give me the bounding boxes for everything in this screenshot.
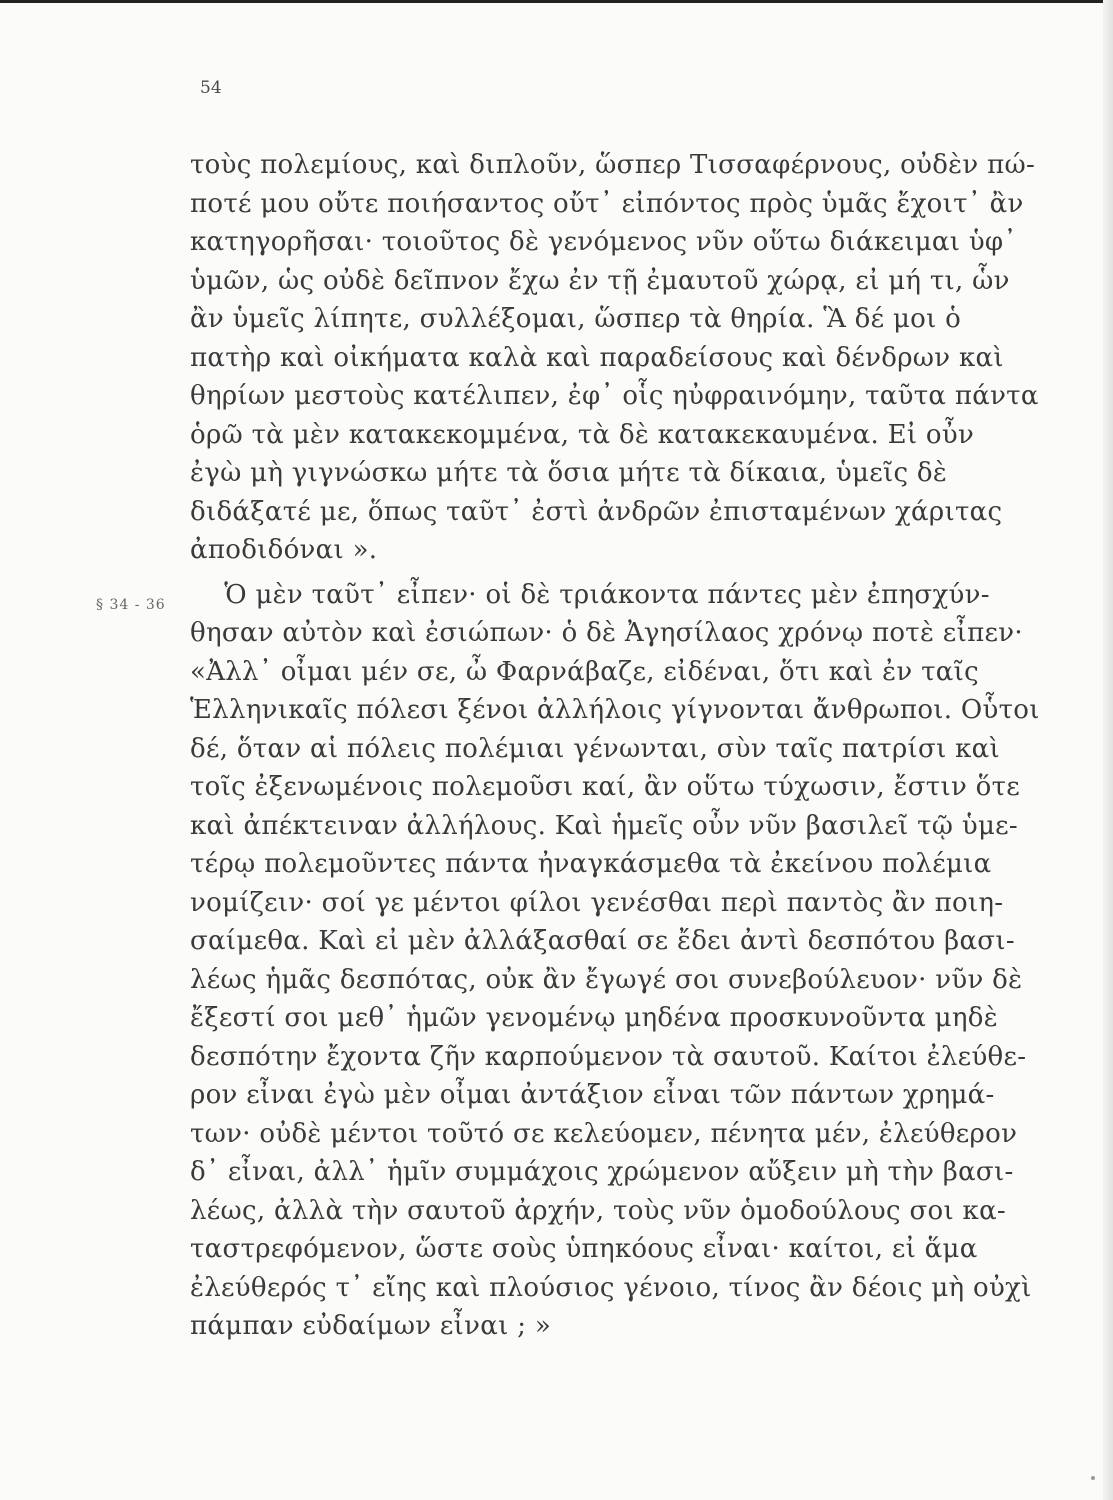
text-line: ἔξεστί σοι μεθ᾽ ἡμῶν γενομένῳ μηδένα προσκυνοῦντα μηδὲ <box>190 1003 998 1033</box>
text-line: κατηγορῆσαι· τοιοῦτος δὲ γενόμενος νῦν οὕτω διάκειμαι ὑφ᾽ <box>190 227 1017 257</box>
scan-speck <box>1091 1476 1095 1480</box>
text-line: θησαν αὐτὸν καὶ ἐσιώπων· ὁ δὲ Ἀγησίλαος χρόνῳ ποτὲ εἶπεν· <box>190 618 1023 648</box>
text-line: δ᾽ εἶναι, ἀλλ᾽ ἡμῖν συμμάχοις χρώμενον αὔξειν μὴ τὴν βασι- <box>190 1157 1014 1187</box>
text-line: ἐγὼ μὴ γιγνώσκω μήτε τὰ ὅσια μήτε τὰ δίκαια, ὑμεῖς δὲ <box>190 458 948 488</box>
text-line: «Ἀλλ᾽ οἶμαι μέν σε, ὦ Φαρνάβαζε, εἰδέναι, ὅτι καὶ ἐν ταῖς <box>190 656 979 687</box>
text-line: σαίμεθα. Καὶ εἰ μὲν ἀλλάξασθαί σε ἔδει ἀντὶ δεσπότου βασι- <box>190 926 1015 956</box>
text-line: πατὴρ καὶ οἰκήματα καλὰ καὶ παραδείσους καὶ δένδρων καὶ <box>190 342 1004 373</box>
text-line: ὁρῶ τὰ μὲν κατακεκομμένα, τὰ δὲ κατακεκαυμένα. Εἰ οὖν <box>190 419 975 450</box>
text-line: θηρίων μεστοὺς κατέλιπεν, ἐφ᾽ οἷς ηὐφραινόμην, ταῦτα πάντα <box>190 381 1039 411</box>
page-right-edge <box>1103 0 1113 1500</box>
text-line: δεσπότην ἔχοντα ζῆν καρπούμενον τὰ σαυτοῦ. Καίτοι ἐλεύθε- <box>190 1041 1027 1072</box>
text-line: Ἑλληνικαῖς πόλεσι ξένοι ἀλλήλοις γίγνονται ἄνθρωποι. Οὗτοι <box>190 695 1040 725</box>
text-line: νομίζειν· σοί γε μέντοι φίλοι γενέσθαι περὶ παντὸς ἂν ποιη- <box>190 887 1004 918</box>
page-top-edge <box>0 0 1113 3</box>
text-line: δέ, ὅταν αἱ πόλεις πολέμιαι γένωνται, σὺν ταῖς πατρίσι καὶ <box>190 733 1001 764</box>
text-line: τέρῳ πολεμοῦντες πάντα ἠναγκάσμεθα τὰ ἐκείνου πολέμια <box>190 849 992 879</box>
text-line: των· οὐδὲ μέντοι τοῦτό σε κελεύομεν, πένητα μέν, ἐλεύθερον <box>190 1118 1018 1149</box>
text-line: διδάξατέ με, ὅπως ταῦτ᾽ ἐστὶ ἀνδρῶν ἐπισταμένων χάριτας <box>190 496 1003 527</box>
text-line: τοῖς ἐξενωμένοις πολεμοῦσι καί, ἂν οὕτω τύχωσιν, ἔστιν ὅτε <box>190 772 1021 802</box>
text-line: λέως ἡμᾶς δεσπότας, οὐκ ἂν ἔγωγέ σοι συνεβούλευον· νῦν δὲ <box>190 964 1023 995</box>
text-line: ρον εἶναι ἐγὼ μὲν οἶμαι ἀντάξιον εἶναι τῶν πάντων χρημά- <box>190 1080 995 1110</box>
text-line: λέως, ἀλλὰ τὴν σαυτοῦ ἀρχήν, τοὺς νῦν ὁμοδούλους σοι κα- <box>190 1195 1007 1226</box>
text-line: ταστρεφόμενον, ὥστε σοὺς ὑπηκόους εἶναι· καίτοι, εἰ ἅμα <box>190 1234 978 1264</box>
page-number: 54 <box>200 78 222 98</box>
text-line: τοὺς πολεμίους, καὶ διπλοῦν, ὥσπερ Τισσαφέρνους, οὐδὲν πώ- <box>190 150 1036 180</box>
text-line: Ὁ μὲν ταῦτ᾽ εἶπεν· οἱ δὲ τριάκοντα πάντες μὲν ἐπησχύν- <box>190 579 990 610</box>
text-line: ἐλεύθερός τ᾽ εἴης καὶ πλούσιος γένοιο, τίνος ἂν δέοις μὴ οὐχὶ <box>190 1272 1032 1303</box>
section-reference: § 34 - 36 <box>96 597 166 613</box>
text-line: καὶ ἀπέκτειναν ἀλλήλους. Καὶ ἡμεῖς οὖν νῦν βασιλεῖ τῷ ὑμε- <box>190 810 1018 841</box>
text-line: ποτέ μου οὔτε ποιήσαντος οὔτ᾽ εἰπόντος πρὸς ὑμᾶς ἔχοιτ᾽ ἂν <box>190 188 1024 219</box>
text-line: πάμπαν εὐδαίμων εἶναι ; » <box>190 1311 552 1341</box>
text-line: ἀποδιδόναι ». <box>190 535 378 565</box>
text-line: ὑμῶν, ὡς οὐδὲ δεῖπνον ἔχω ἐν τῇ ἐμαυτοῦ χώρᾳ, εἰ μή τι, ὧν <box>190 265 1010 296</box>
text-line: ἂν ὑμεῖς λίπητε, συλλέξομαι, ὥσπερ τὰ θηρία. Ἃ δέ μοι ὁ <box>190 304 962 334</box>
